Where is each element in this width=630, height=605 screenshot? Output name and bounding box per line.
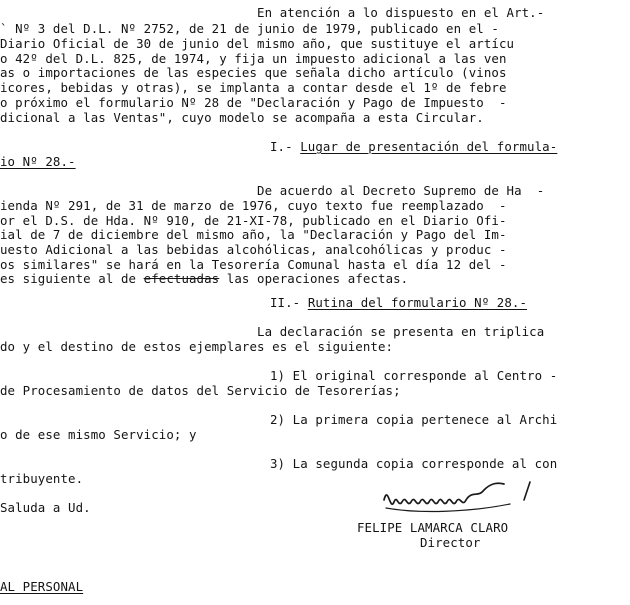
salutation: Saluda a Ud. [0, 500, 91, 515]
section-2-title: Rutina del formulario Nº 28.- [307, 295, 528, 310]
intro-line: as o importaciones de las especies que señala dicho artículo (vinos [0, 65, 507, 80]
section-2-intro-line: do y el destino de estos ejemplares es el siguiente: [0, 339, 394, 354]
intro-line: o 42º del D.L. 825, de 1974, y fija un impuesto adicional a las ven [0, 51, 507, 66]
section-1-line: or el D.S. de Hda. Nº 910, de 21-XI-78, publicado en el Diario Ofi- [0, 213, 507, 228]
intro-line: Diario Oficial de 30 de junio del mismo año, que sustituye el artícu [0, 36, 515, 51]
section-1-line: os similares" se hará en la Tesorería Comunal hasta el día 12 del - [0, 257, 507, 272]
intro-line: icores, bebidas y otras), se implanta a contar desde el 1º de febre [0, 80, 507, 95]
intro-line: o próximo el formulario Nº 28 de "Declaración y Pago de Impuesto - [0, 95, 507, 110]
section-2-heading [270, 296, 527, 310]
item-2-first-line: 2) La primera copia pertenece al Archi [270, 412, 558, 427]
section-1-last-suffix: las operaciones afectas. [219, 271, 409, 286]
item-1-first-line: 1) El original corresponde al Centro - [270, 368, 558, 383]
signer-name: FELIPE LAMARCA CLARO [357, 520, 509, 535]
intro-line: dicional a las Ventas", cuyo modelo se acompaña a esta Circular. [0, 110, 484, 125]
struck-word: efectuadas [143, 271, 220, 286]
section-2-intro-line: La declaración se presenta en triplica [0, 324, 545, 339]
handwritten-signature [380, 478, 560, 520]
item-3-first-line: 3) La segunda copia corresponde al con [270, 456, 558, 471]
section-1-title: Lugar de presentación del formula- [300, 139, 558, 154]
item-1-second-line: de Procesamiento de datos del Servicio de Tesorerías; [0, 383, 401, 398]
signer-title: Director [420, 535, 481, 550]
section-1-line: ienda Nº 291, de 31 de marzo de 1976, cuyo texto fue reemplazado - [0, 198, 507, 213]
item-2-second-line: o de ese mismo Servicio; y [0, 427, 197, 442]
section-2-number: II.- [270, 295, 301, 310]
section-1-last-prefix: es siguiente al de [0, 271, 144, 286]
section-1-last-line [0, 272, 408, 286]
section-1-line: ial de 7 de diciembre del mismo año, la "Declaración y Pago del Im- [0, 227, 507, 242]
section-1-heading [270, 140, 557, 154]
section-1-number: I.- [270, 139, 293, 154]
intro-line: En atención a lo dispuesto en el Art.- [0, 5, 545, 20]
section-1-line: uesto Adicional a las bebidas alcohólicas, analcohólicas y produc - [0, 242, 507, 257]
section-1-line: De acuerdo al Decreto Supremo de Ha - [0, 183, 545, 198]
section-1-title-continuation: io Nº 28.- [0, 154, 76, 169]
item-3-second-line: tribuyente. [0, 471, 84, 486]
distribution-line: AL PERSONAL [0, 579, 84, 594]
intro-line: ` Nº 3 del D.L. Nº 2752, de 21 de junio de 1979, publicado en el - [0, 21, 499, 36]
